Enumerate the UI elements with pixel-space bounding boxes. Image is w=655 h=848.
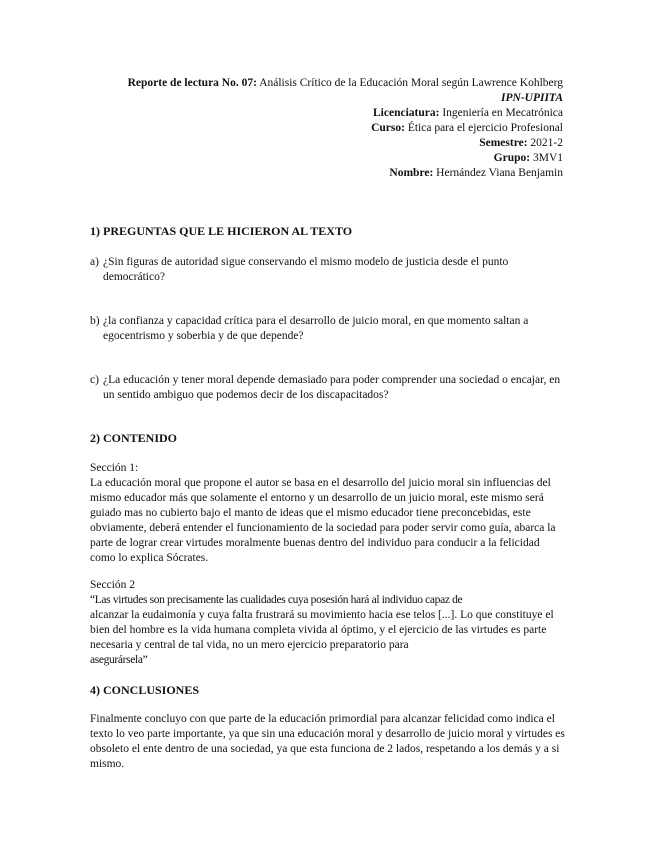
question-marker: a): [90, 256, 99, 268]
question-text: ¿La educación y tener moral depende demasiado para poder comprender una sociedad o encajar, en un sentido ambiguo que podemos decir de los discapacitados?: [103, 374, 561, 401]
section-1-text: La educación moral que propone el autor se basa en el desarrollo del juicio moral sin influencias del mismo educador más que solamente el entorno y un desarrollo de un juicio moral, este mismo será guiado mas no cubierto bajo el manto de ideas que el mismo educador tiene preconcebidas, este obviamente, deberá entender el funcionamiento de la sociedad para poder servir como guía, abarca la parte de lograr crear virtudes moralmente buenas dentro del individuo para conducir a la felicidad como lo explica Sócrates.: [90, 477, 556, 564]
report-title: Análisis Crítico de la Educación Moral según Lawrence Kohlberg: [259, 77, 563, 89]
grupo-line: [115, 151, 563, 166]
semestre-label: Semestre:: [479, 137, 528, 149]
section-heading-preguntas: 1) PREGUNTAS QUE LE HICIERON AL TEXTO: [90, 224, 353, 238]
section-2-quote: [90, 593, 565, 668]
report-label: Reporte de lectura No. 07:: [127, 77, 257, 89]
quote-body: alcanzar la eudaimonía y cuya falta frustrará su movimiento hacia ese telos [...]. Lo que constituye el bien del hombre es la vida humana completa vivida al óptimo, y el ejercicio de las virtudes es parte necesaria y central de tal vida, no un mero ejercicio preparatorio para: [90, 609, 554, 651]
curso-line: [115, 121, 563, 136]
nombre-line: [115, 166, 563, 181]
section-1-label: Sección 1:: [90, 462, 139, 474]
semestre-value: 2021-2: [530, 137, 563, 149]
section-heading-conclusiones: 4) CONCLUSIONES: [90, 683, 200, 697]
question-marker: b): [90, 315, 100, 327]
question-text: ¿Sin figuras de autoridad sigue conservando el mismo modelo de justicia desde el punto democrático?: [103, 256, 509, 283]
section-2-label: Sección 2: [90, 579, 136, 591]
report-header: [115, 76, 563, 181]
question-b: [90, 314, 565, 344]
quote-last-line: asegurársela”: [90, 654, 148, 666]
section-heading-contenido: 2) CONTENIDO: [90, 431, 178, 445]
conclusions-text: Finalmente concluyo con que parte de la educación primordial para alcanzar felicidad como indica el texto lo veo parte importante, ya que sin una educación moral y desarrollo de juicio moral y virtudes es obsoleto el ente dentro de una sociedad, ya que esta funciona de 2 lados, respetando a los demás y a si mismo.: [90, 713, 565, 770]
curso-value: Ética para el ejercicio Profesional: [407, 122, 563, 134]
quote-first-line: “Las virtudes son precisamente las cualidades cuya posesión hará al individuo capaz de: [90, 594, 463, 606]
question-text: ¿la confianza y capacidad crítica para el desarrollo de juicio moral, en que momento saltan a egocentrismo y soberbia y de que depende?: [103, 315, 529, 342]
question-a: [90, 255, 565, 285]
curso-label: Curso:: [371, 122, 405, 134]
institution: IPN-UPIITA: [501, 92, 563, 104]
question-c: [90, 373, 565, 403]
question-marker: c): [90, 374, 99, 386]
grupo-value: 3MV1: [532, 152, 563, 164]
licenciatura-value: Ingeniería en Mecatrónica: [442, 107, 563, 119]
semestre-line: [115, 136, 563, 151]
licenciatura-label: Licenciatura:: [373, 107, 440, 119]
nombre-value: Hernández Viana Benjamin: [436, 167, 563, 179]
report-title-line: [115, 76, 563, 91]
licenciatura-line: [115, 106, 563, 121]
nombre-label: Nombre:: [389, 167, 434, 179]
grupo-label: Grupo:: [493, 152, 531, 164]
